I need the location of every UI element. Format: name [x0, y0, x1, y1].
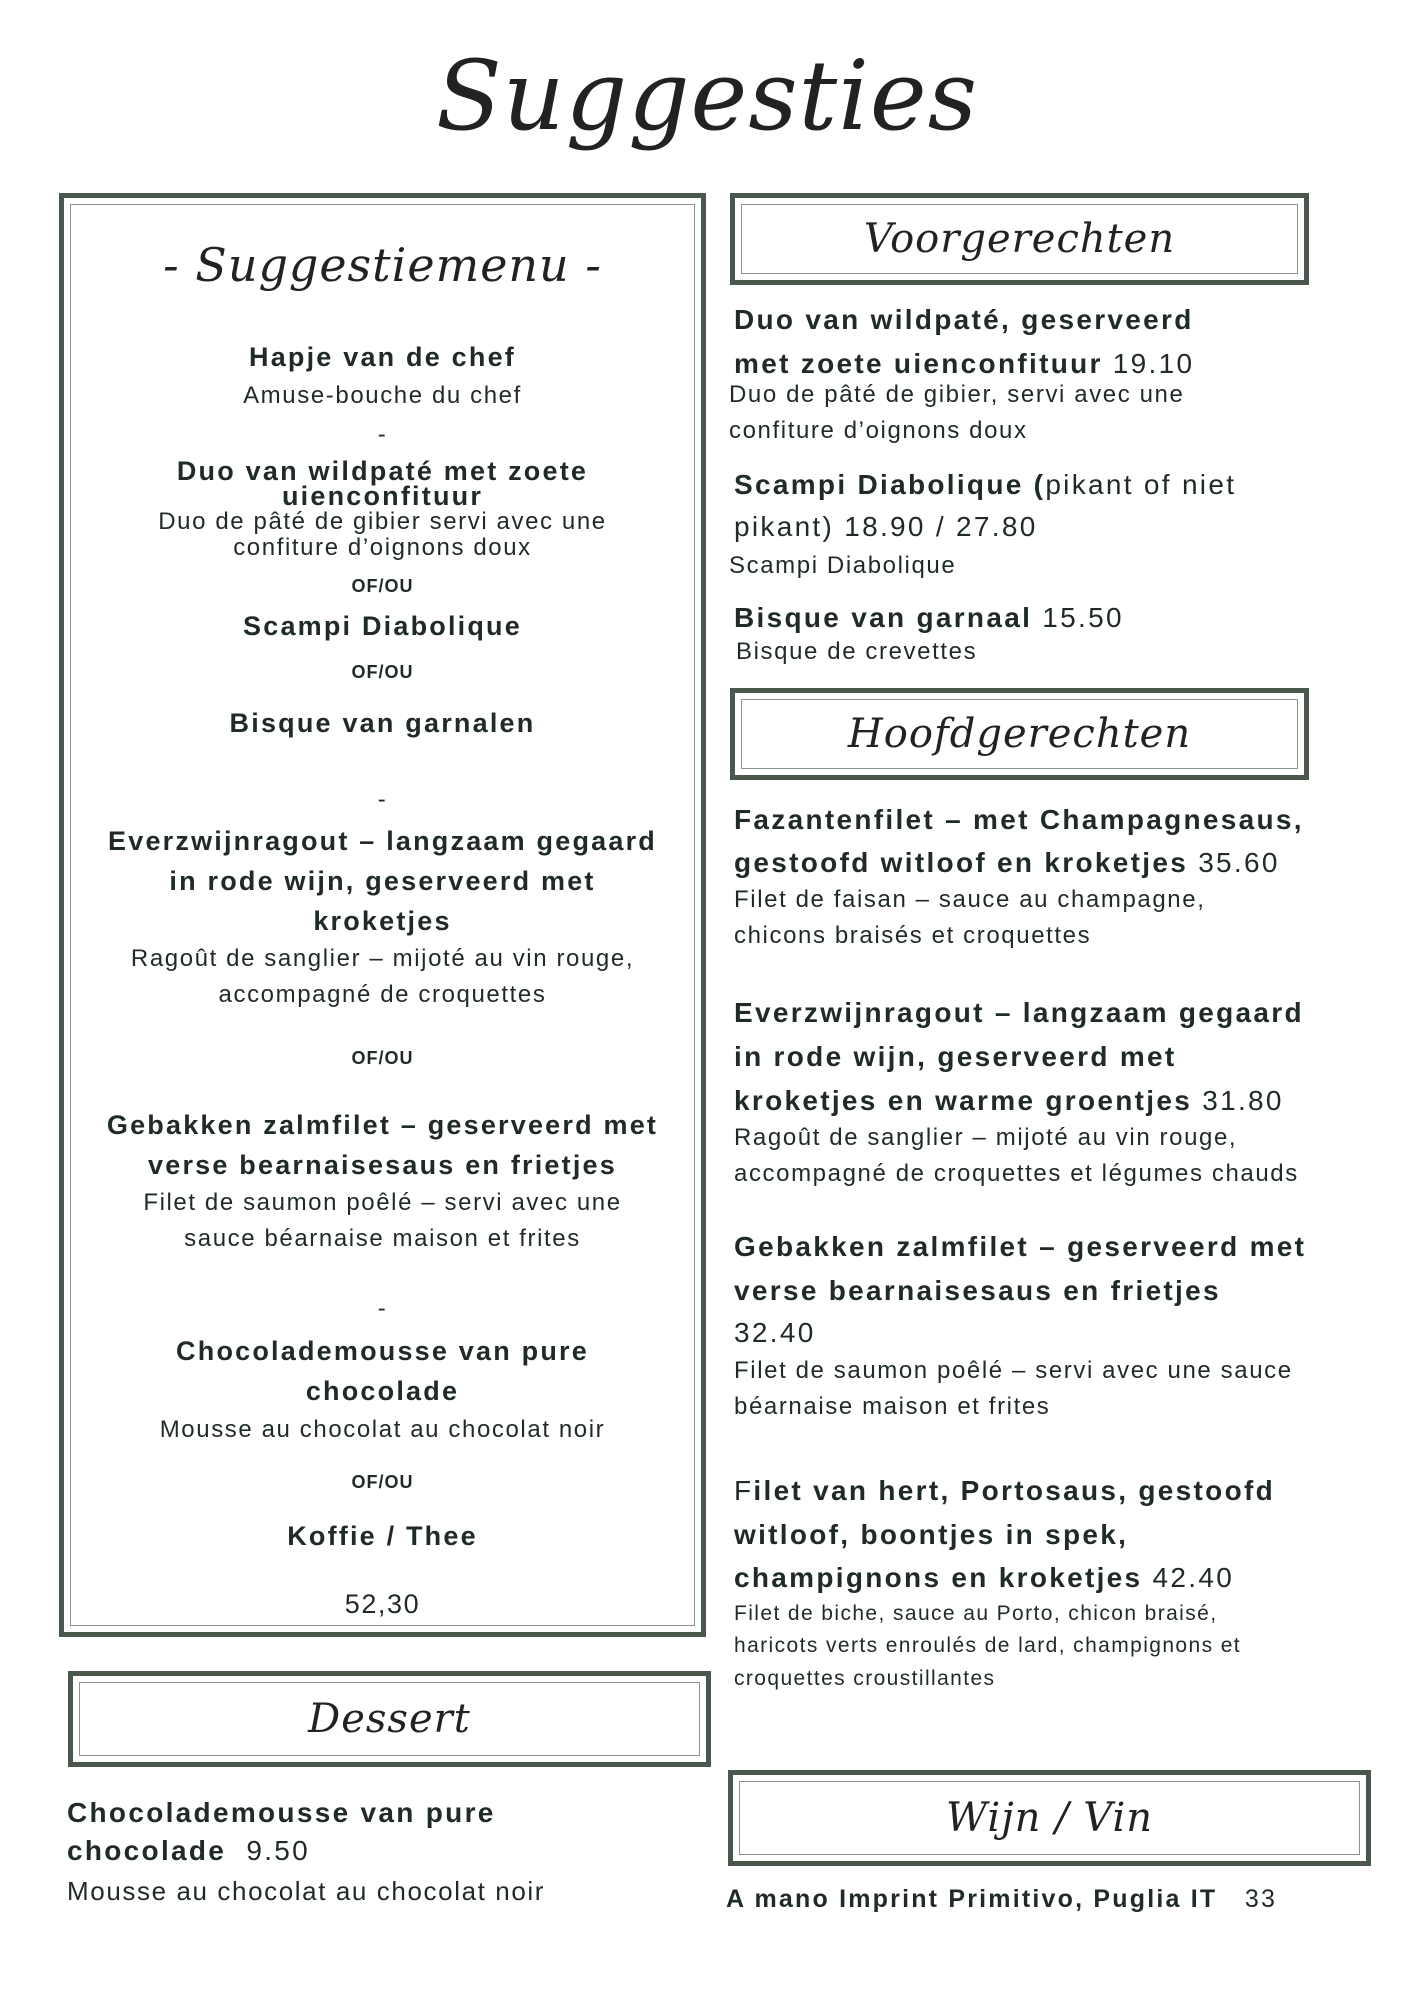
- course-name: kroketjes: [313, 906, 452, 936]
- course-name: Koffie / Thee: [287, 1521, 478, 1551]
- dish-name-line: chocolade: [67, 1835, 227, 1866]
- dish-name: Fazantenfilet – met Champagnesaus,: [734, 804, 1304, 835]
- wijn-header: [728, 1770, 1371, 1866]
- course-name: in rode wijn, geserveerd met: [169, 866, 596, 896]
- voorgerechten-header: [730, 193, 1309, 285]
- dish-name-line: met zoete uienconfituur: [734, 348, 1103, 379]
- dish-desc: Scampi Diabolique: [729, 552, 957, 579]
- price: 9.50: [246, 1835, 311, 1866]
- dish-desc: Duo de pâté de gibier, servi avec une: [729, 381, 1185, 408]
- dish-name-line: kroketjes en warme groentjes: [734, 1085, 1193, 1116]
- dish-desc: Filet de saumon poêlé – servi avec une sauce: [734, 1357, 1293, 1384]
- course-desc: sauce béarnaise maison et frites: [184, 1225, 581, 1252]
- course-name: Gebakken zalmfilet – geserveerd met: [106, 1110, 659, 1140]
- dish-name-initial: F: [734, 1475, 754, 1506]
- dessert-header: [68, 1671, 711, 1767]
- dish-name: [734, 467, 1236, 503]
- course-desc: Filet de saumon poêlé – servi avec une: [143, 1189, 622, 1216]
- price: 15.50: [1042, 602, 1124, 633]
- price: pikant) 18.90 / 27.80: [734, 511, 1038, 542]
- wine-item: [726, 1881, 1277, 1917]
- or-separator: OF/OU: [351, 1048, 414, 1068]
- dish-desc: Filet de faisan – sauce au champagne,: [734, 886, 1206, 913]
- dish-desc: haricots verts enroulés de lard, champignons et: [734, 1634, 1242, 1657]
- course-name: Scampi Diabolique: [243, 611, 522, 641]
- course-desc: Mousse au chocolat au chocolat noir: [159, 1416, 606, 1443]
- price: 35.60: [1198, 847, 1280, 878]
- price: 31.80: [1202, 1085, 1284, 1116]
- dish-name: [734, 845, 1280, 881]
- page-title: Suggesties: [436, 40, 978, 152]
- course-name: Hapje van de chef: [249, 342, 516, 372]
- course-desc: Duo de pâté de gibier servi avec une: [158, 508, 607, 535]
- dish-name: in rode wijn, geserveerd met: [734, 1041, 1177, 1072]
- dish-name: witloof, boontjes in spek,: [734, 1519, 1129, 1550]
- or-separator: OF/OU: [351, 576, 414, 596]
- dish-note: pikant of niet: [1045, 469, 1237, 500]
- dish-name: [734, 600, 1124, 636]
- dish-desc: Bisque de crevettes: [736, 638, 978, 665]
- dish-desc: Filet de biche, sauce au Porto, chicon braisé,: [734, 1602, 1218, 1625]
- wijn-heading: Wijn / Vin: [945, 1795, 1153, 1841]
- dish-name: Everzwijnragout – langzaam gegaard: [734, 997, 1304, 1028]
- dish-desc: béarnaise maison et frites: [734, 1393, 1051, 1420]
- course-name: Chocolademousse van pure: [176, 1336, 589, 1366]
- dish-name-line: Bisque van garnaal: [734, 602, 1033, 633]
- dessert-heading: Dessert: [308, 1696, 471, 1742]
- dish-desc: croquettes croustillantes: [734, 1667, 996, 1690]
- dish-desc: Ragoût de sanglier – mijoté au vin rouge,: [734, 1124, 1238, 1151]
- dish-name: [67, 1833, 310, 1869]
- course-desc: -: [377, 786, 388, 813]
- course-desc: Amuse-bouche du chef: [243, 382, 522, 409]
- course-desc: -: [377, 1295, 388, 1322]
- dish-name: [734, 1083, 1284, 1119]
- course-desc: -: [377, 421, 388, 448]
- course-name: Bisque van garnalen: [229, 708, 536, 738]
- dish-name: Gebakken zalmfilet – geserveerd met: [734, 1231, 1307, 1262]
- dish-name-line: gestoofd witloof en kroketjes: [734, 847, 1189, 878]
- price: 42.40: [1152, 1562, 1235, 1593]
- suggestiemenu-heading: - Suggestiemenu -: [163, 238, 602, 292]
- course-name: uienconfituur: [281, 481, 484, 511]
- dish-desc: Mousse au chocolat au chocolat noir: [67, 1876, 546, 1906]
- or-separator: OF/OU: [351, 1472, 414, 1492]
- hoofdgerechten-header: [730, 688, 1309, 780]
- dish-desc: accompagné de croquettes et légumes chauds: [734, 1160, 1299, 1187]
- course-desc: confiture d’oignons doux: [233, 534, 532, 561]
- dish-name-line: Scampi Diabolique (: [734, 469, 1046, 500]
- dish-name: Chocolademousse van pure: [67, 1797, 496, 1828]
- dish-name-line: ilet van hert, Portosaus, gestoofd: [753, 1475, 1276, 1506]
- dish-desc: confiture d’oignons doux: [729, 417, 1028, 444]
- course-name: Everzwijnragout – langzaam gegaard: [108, 826, 657, 856]
- wine-name: A mano Imprint Primitivo, Puglia IT: [726, 1885, 1218, 1913]
- dish-name-line: champignons en kroketjes: [734, 1562, 1143, 1593]
- course-name: Duo van wildpaté met zoete: [176, 456, 589, 486]
- dish-name: Duo van wildpaté, geserveerd: [734, 304, 1194, 335]
- price: 33: [1244, 1885, 1278, 1913]
- price: 32.40: [734, 1317, 816, 1348]
- dish-name: verse bearnaisesaus en frietjes: [734, 1275, 1221, 1306]
- hoofdgerechten-heading: Hoofdgerechten: [847, 711, 1192, 757]
- course-desc: Ragoût de sanglier – mijoté au vin rouge,: [130, 945, 635, 972]
- dish-name: [734, 1560, 1234, 1596]
- price: 19.10: [1112, 348, 1195, 379]
- course-name: verse bearnaisesaus en frietjes: [148, 1150, 617, 1180]
- dish-name: [734, 1473, 1275, 1509]
- course-desc: accompagné de croquettes: [218, 981, 547, 1008]
- course-name: chocolade: [305, 1376, 460, 1406]
- course-desc: 52,30: [344, 1589, 421, 1619]
- voorgerechten-heading: Voorgerechten: [863, 216, 1176, 262]
- or-separator: OF/OU: [351, 662, 414, 682]
- dish-desc: chicons braisés et croquettes: [734, 922, 1092, 949]
